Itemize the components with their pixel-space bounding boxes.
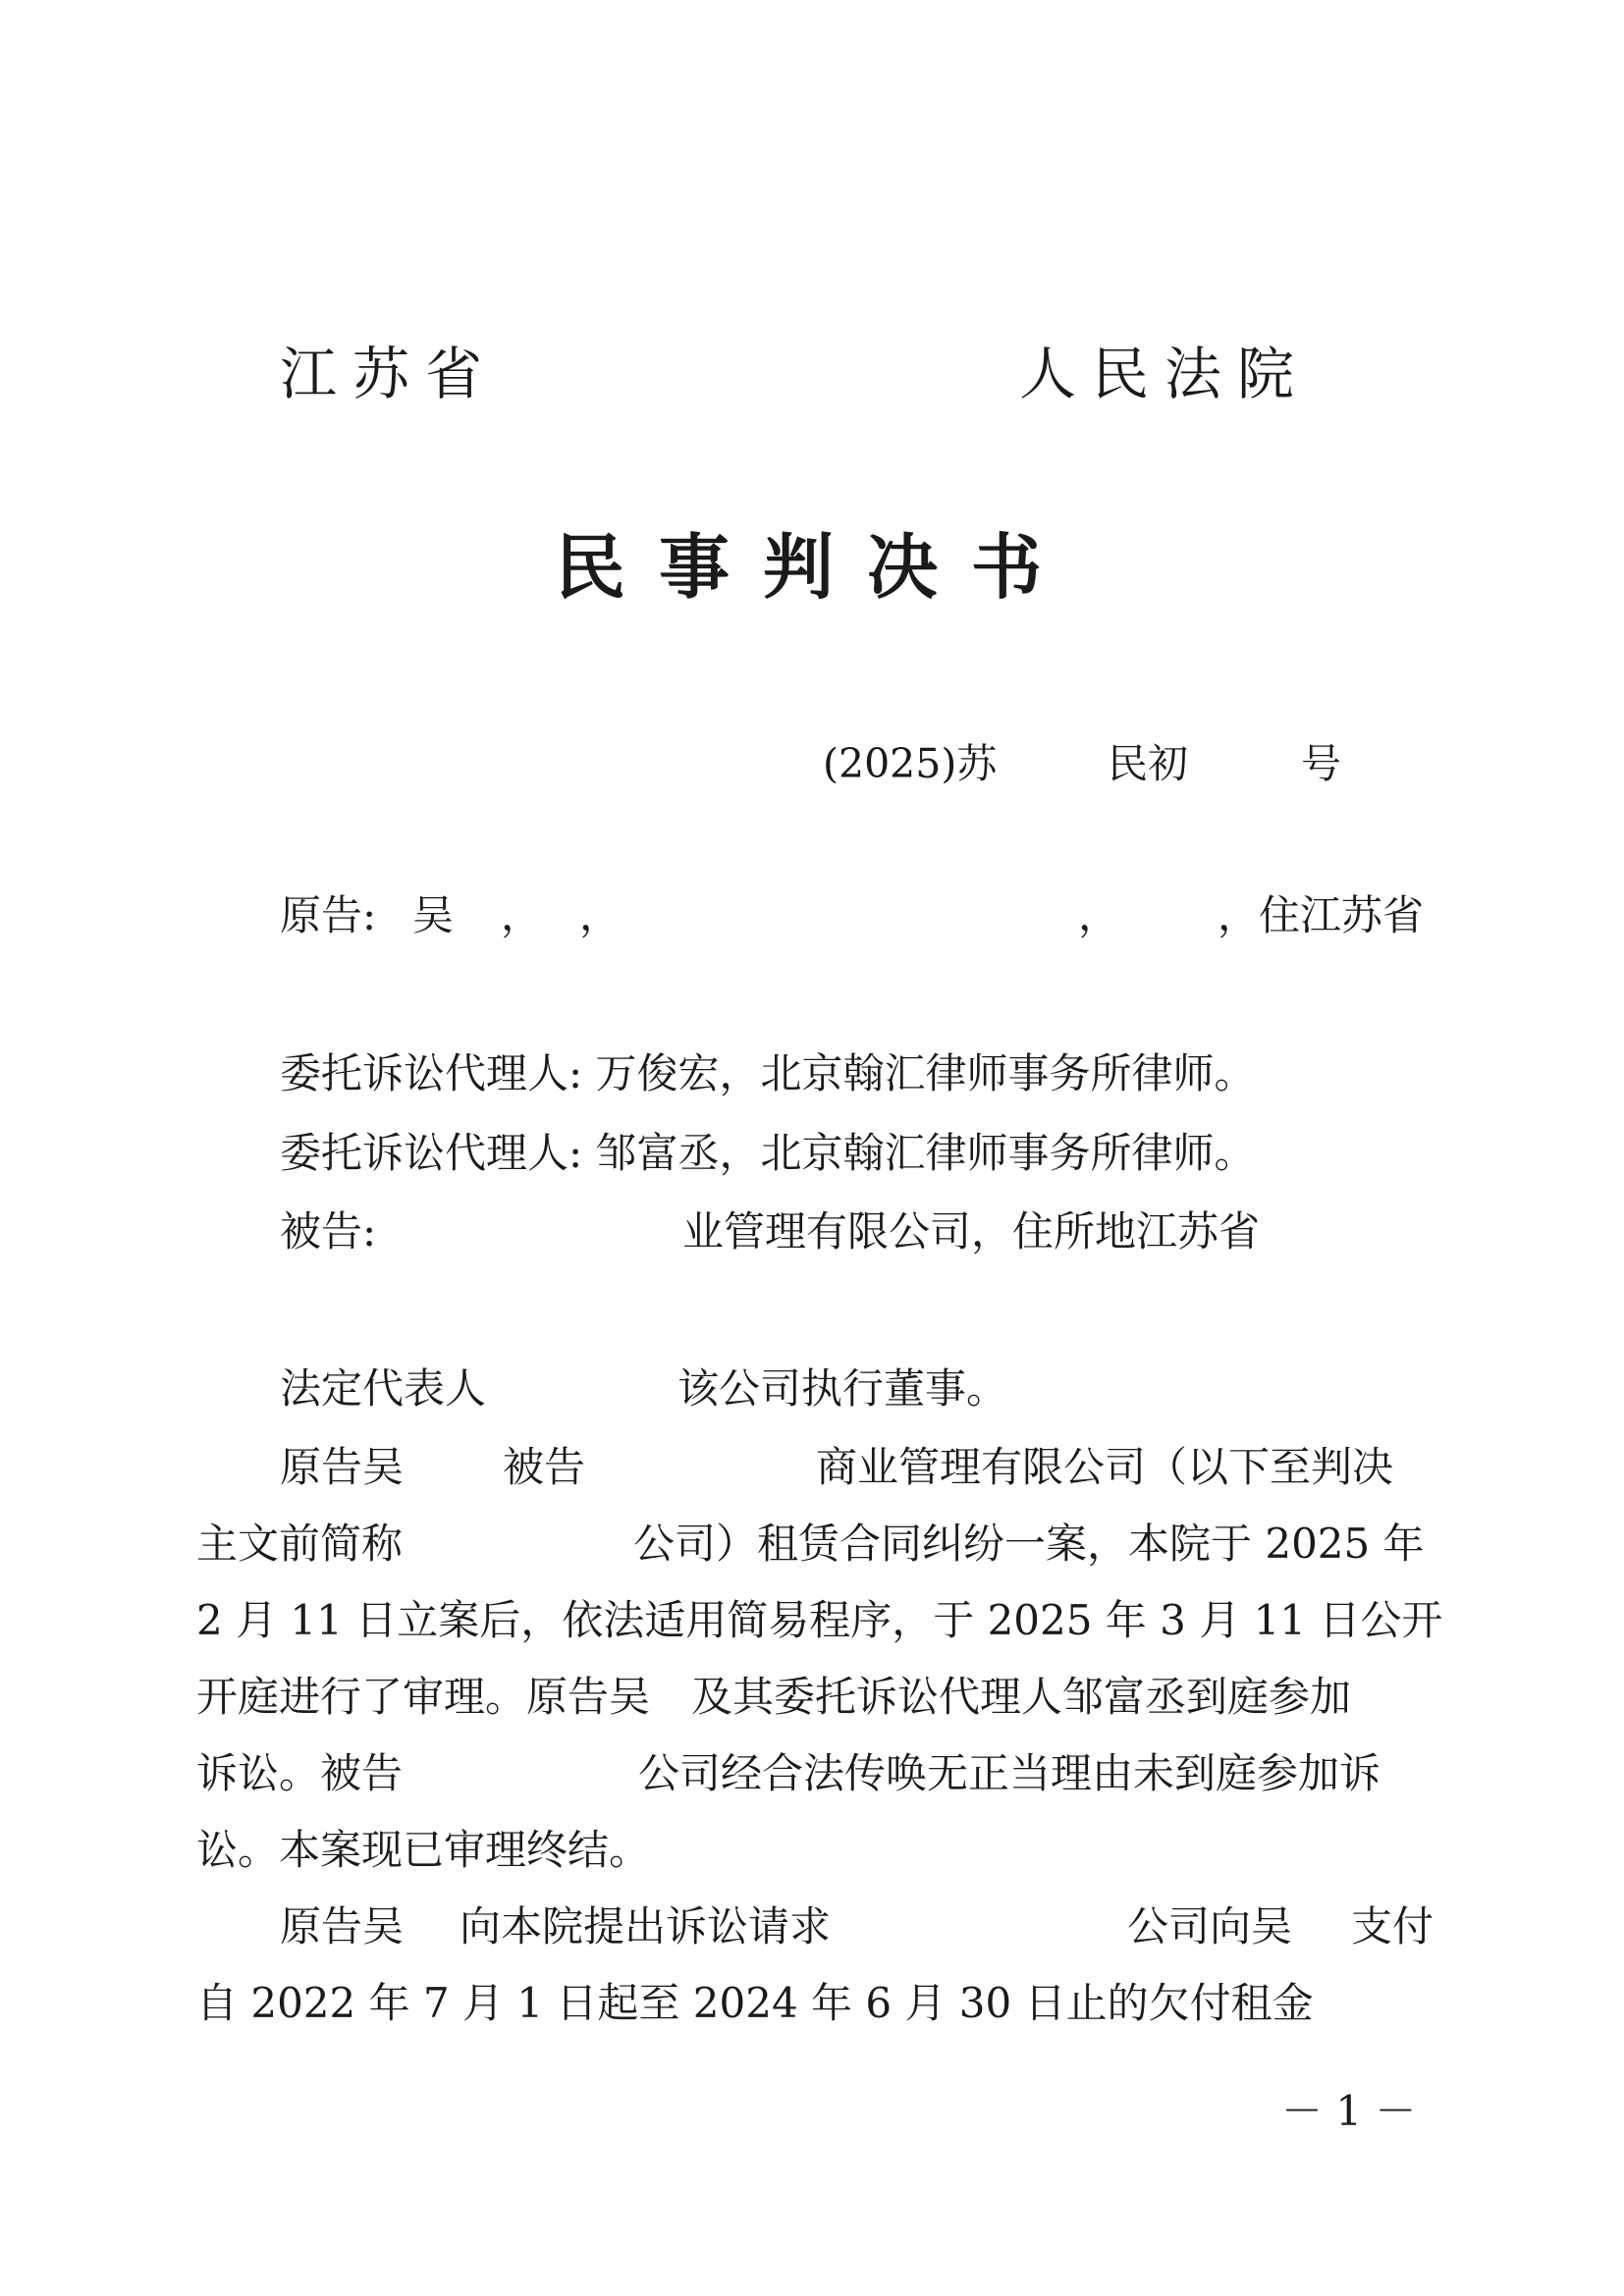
agent-line-1: 委托诉讼代理人: 万俊宏，北京翰汇律师事务所律师。 <box>280 1049 1256 1097</box>
body-line-2-b: 公司）租赁合同纠纷一案，本院于 2025 年 <box>633 1520 1425 1568</box>
plaintiff-label: 原告: <box>280 891 377 939</box>
body-line-2-a: 主文前简称 <box>196 1520 404 1568</box>
agent-line-2: 委托诉讼代理人: 邹富丞，北京翰汇律师事务所律师。 <box>280 1129 1256 1177</box>
body-line-1-b: 被告 <box>503 1443 586 1491</box>
plaintiff-sep-3: ， <box>1078 891 1120 939</box>
plaintiff-residence: ，住江苏省 <box>1218 891 1425 939</box>
body-line-7-b: 向本院提出诉讼请求 <box>460 1902 832 1950</box>
body-line-5-b: 公司经合法传唤无正当理由未到庭参加诉 <box>638 1749 1381 1797</box>
court-name: 人民法院 <box>1019 341 1311 407</box>
court-province: 江苏省 <box>280 341 499 407</box>
legal-rep-label: 法定代表人 <box>280 1364 487 1413</box>
body-line-7-d: 支付 <box>1351 1902 1435 1950</box>
body-line-3: 2 月 11 日立案后，依法适用简易程序，于 2025 年 3 月 11 日公开 <box>196 1596 1443 1644</box>
case-number-year: (2025)苏 <box>823 740 998 787</box>
plaintiff-sep-1: ， <box>501 891 543 939</box>
body-line-1-c: 商业管理有限公司（以下至判决 <box>816 1443 1394 1491</box>
plaintiff-name: 吴 <box>412 891 455 939</box>
document-title: 民事判决书 <box>555 525 1076 609</box>
body-line-7-a: 原告吴 <box>280 1902 405 1950</box>
body-line-7-c: 公司向吴 <box>1127 1902 1293 1950</box>
defendant-name: 业管理有限公司，住所地江苏省 <box>682 1207 1261 1255</box>
legal-rep-role: 该公司执行董事。 <box>677 1364 1008 1413</box>
page-number: － 1 － <box>1281 2087 1417 2135</box>
body-line-1-a: 原告吴 <box>280 1443 405 1491</box>
case-number-type: 民初 <box>1108 740 1188 787</box>
body-line-5-a: 诉讼。被告 <box>196 1749 404 1797</box>
plaintiff-sep-2: ， <box>579 891 622 939</box>
body-line-4: 开庭进行了审理。原告吴 及其委托诉讼代理人邹富丞到庭参加 <box>196 1673 1352 1721</box>
body-line-8: 自 2022 年 7 月 1 日起至 2024 年 6 月 30 日止的欠付租金 <box>196 1979 1314 2027</box>
defendant-label: 被告: <box>280 1207 377 1255</box>
case-number-suffix: 号 <box>1301 740 1341 787</box>
body-line-6: 讼。本案现已审理终结。 <box>196 1826 651 1874</box>
